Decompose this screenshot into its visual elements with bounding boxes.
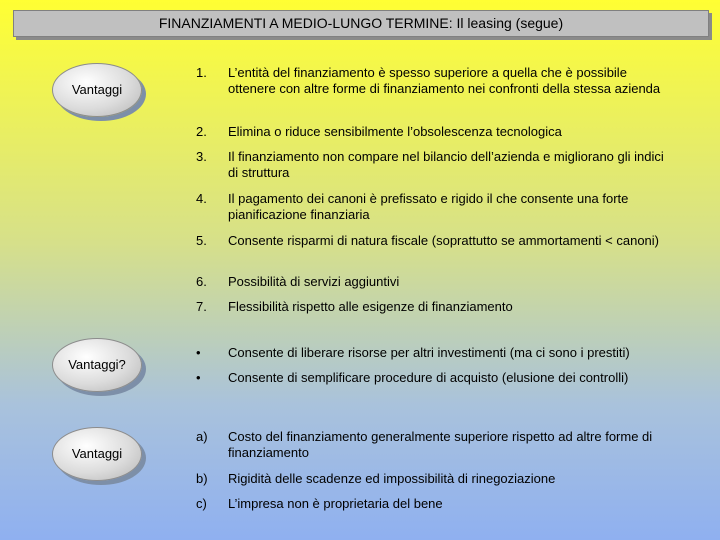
- item-text: Possibilità di servizi aggiuntivi: [228, 274, 400, 289]
- item-marker: 5.: [196, 233, 207, 248]
- item-text: L’entità del finanziamento è spesso superiore a quella che è possibile ottenere con altre forme di finanziamento nei confronti della stessa azienda: [228, 65, 661, 96]
- item-marker: c): [196, 496, 207, 511]
- item-text: Elimina o riduce sensibilmente l’obsolescenza tecnologica: [228, 124, 562, 139]
- item-marker: 1.: [196, 65, 207, 80]
- slide-title: FINANZIAMENTI A MEDIO-LUNGO TERMINE: Il leasing (segue): [13, 10, 709, 37]
- item-marker: b): [196, 471, 208, 486]
- item-text: Costo del finanziamento generalmente superiore rispetto ad altre forme di finanziamento: [228, 429, 653, 460]
- vantaggi-oval-bottom: Vantaggi: [52, 427, 142, 481]
- item-text: Il finanziamento non compare nel bilancio dell’azienda e migliorano gli indici di struttura: [228, 149, 664, 180]
- item-text: L’impresa non è proprietaria del bene: [228, 496, 443, 511]
- item-marker: 7.: [196, 299, 207, 314]
- item-marker: a): [196, 429, 208, 444]
- bullet-marker: •: [196, 345, 201, 360]
- vantaggi-question-oval: Vantaggi?: [52, 338, 142, 392]
- item-marker: 6.: [196, 274, 207, 289]
- item-text: Il pagamento dei canoni è prefissato e rigido il che consente una forte pianificazione finanziaria: [228, 191, 629, 222]
- item-marker: 2.: [196, 124, 207, 139]
- item-text: Consente di liberare risorse per altri investimenti (ma ci sono i prestiti): [228, 345, 630, 360]
- item-marker: 3.: [196, 149, 207, 164]
- item-text: Flessibilità rispetto alle esigenze di finanziamento: [228, 299, 513, 314]
- vantaggi-oval: Vantaggi: [52, 63, 142, 117]
- item-text: Consente risparmi di natura fiscale (soprattutto se ammortamenti < canoni): [228, 233, 659, 248]
- item-text: Consente di semplificare procedure di acquisto (elusione dei controlli): [228, 370, 629, 385]
- item-text: Rigidità delle scadenze ed impossibilità di rinegoziazione: [228, 471, 556, 486]
- item-marker: 4.: [196, 191, 207, 206]
- bullet-marker: •: [196, 370, 201, 385]
